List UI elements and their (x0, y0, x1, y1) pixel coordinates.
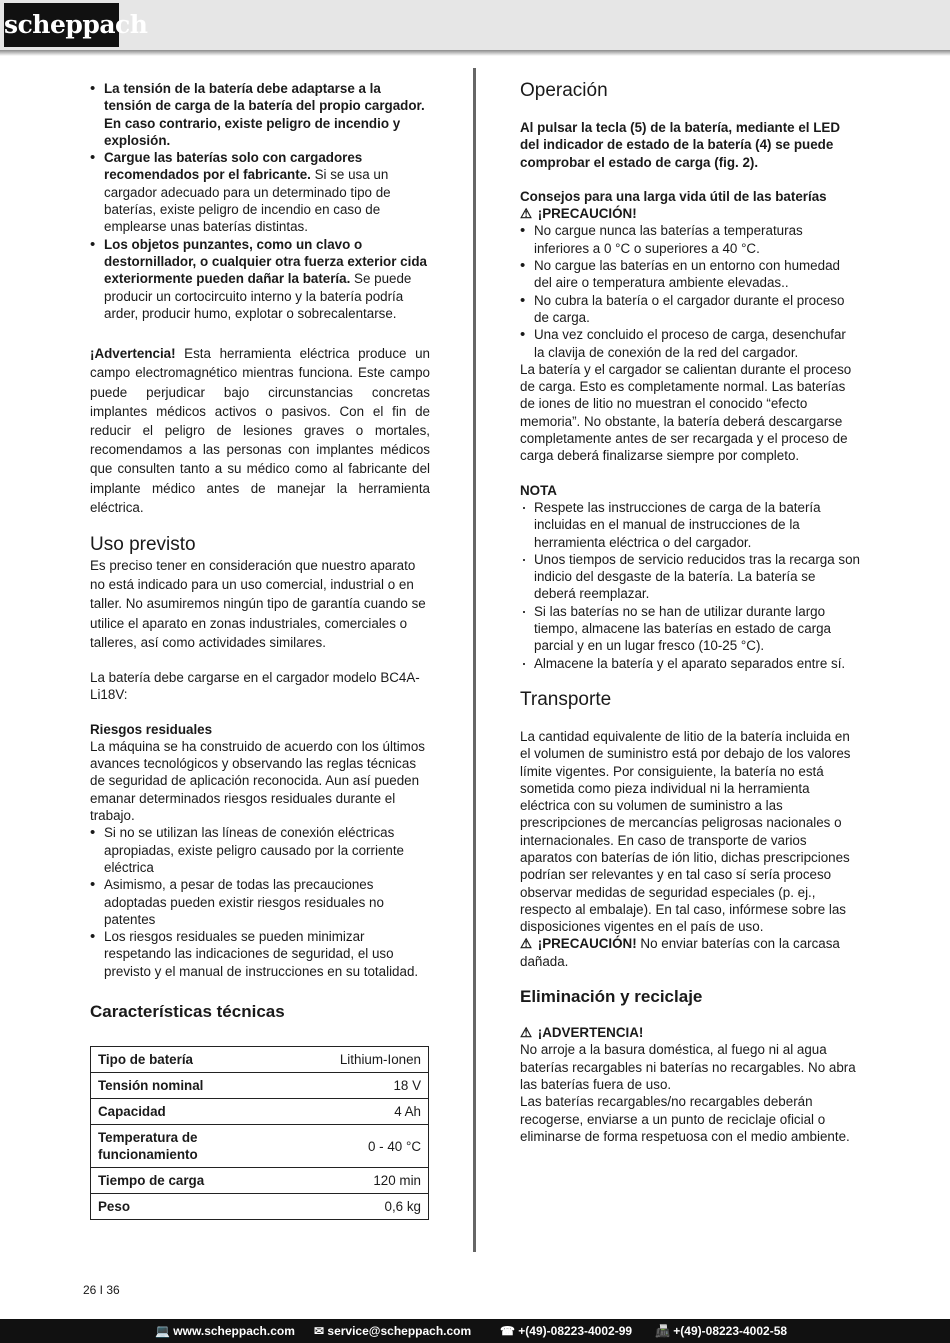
footer-phone[interactable]: ☎ +(49)-08223-4002-99 (500, 1324, 633, 1338)
residual-risks-list (90, 824, 430, 980)
right-column (520, 80, 860, 1145)
list-item: · Respete las instrucciones de carga de la batería incluidas en el manual de instrucciones de la herramienta eléctrica o del cargador. (520, 499, 860, 551)
header-shadow (0, 50, 950, 56)
tips-list (520, 222, 860, 360)
footer-web[interactable]: 💻 www.scheppach.com (155, 1324, 295, 1338)
operation-text: Al pulsar la tecla (5) de la batería, mediante el LED del indicador de estado de la batería (4) se puede comprobar el estado de carga (fig. 2). (520, 120, 840, 170)
list-item: • No cargue las baterías en un entorno con humedad del aire o temperatura ambiente elevadas.. (520, 257, 860, 292)
disposal-text-1: No arroje a la basura doméstica, al fuego ni al agua baterías recargables ni baterías no recargables. No abra las baterías fuera de uso. (520, 1042, 856, 1092)
disposal-text-2: Las baterías recargables/no recargables deberán recogerse, enviarse a un punto de reciclaje oficial o eliminarse de forma respetuosa con el medio ambiente. (520, 1094, 850, 1144)
scheppach-logo: scheppach (4, 3, 119, 47)
warning-triangle-icon: ⚠ (520, 1025, 533, 1041)
note-title: NOTA (520, 482, 557, 498)
operation-title: Operación (520, 80, 608, 101)
page-number: 26 I 36 (83, 1283, 120, 1297)
list-item: • La tensión de la batería debe adaptarse a la tensión de carga de la batería del propio cargador. En caso contrario, existe peligro de incendio y explosión. (90, 80, 430, 149)
tech-specs-table (90, 1046, 429, 1220)
list-item: • Los riesgos residuales se pueden minimizar respetando las indicaciones de seguridad, el uso previsto y el manual de instrucciones en su totalidad. (90, 928, 430, 980)
page-header (0, 0, 950, 50)
list-item: • Cargue las baterías solo con cargadores recomendados por el fabricante. Si se usa un cargador adecuado para un determinado tipo de baterías, existe peligro de incendio en caso de emplearse unas baterías distintas. (90, 149, 430, 235)
mail-icon: ✉ (314, 1324, 325, 1338)
emf-warning: ¡Advertencia! Esta herramienta eléctrica produce un campo electromagnético mientras funciona. Este campo puede perjudicar bajo circunstancias concretas implantes médicos activos o pasivos. Con el fin de reducir el peligro de lesiones graves o mortales, recomendamos a las personas con implantes médicos que consulten tanto a su médico como al fabricante del implante médico antes de manejar la herramienta eléctrica. (90, 346, 430, 515)
column-divider (473, 68, 476, 1252)
transport-text: La cantidad equivalente de litio de la batería incluida en el volumen de suministro está por debajo de los valores límite vigentes. Por consiguiente, la batería no está sometida como pieza individual ni la herramienta eléctrica con su volumen de suministro a las prescripciones de mercancías peligrosas nacionales o internacionales. En caso de transporte de varios aparatos con baterías de ión litio, dichas prescripciones podrían ser relevantes y en tal caso sí sería proceso observar medidas de seguridad especiales (p. ej., respecto al embalaje). En tal caso, infórmese sobre las disposiciones vigentes en el país de uso. (520, 728, 851, 935)
page-footer (0, 1319, 950, 1343)
list-item: • No cargue nunca las baterías a temperaturas inferiores a 0 °C o superiores a 40 °C. (520, 222, 860, 257)
tips-text: La batería y el cargador se calientan durante el proceso de carga. Esto es completamente normal. Las baterías de iones de litio no muestran el conocido “efecto memoria”. No obstante, la batería deberá descargarse completamente antes de ser recargada y el proceso de carga deberá finalizarse siempre por completo. (520, 361, 852, 464)
tech-specs-title: Características técnicas (90, 1002, 285, 1022)
table-row: Tensión nominal 18 V (91, 1073, 429, 1099)
list-item: • Los objetos punzantes, como un clavo o destornillador, o cualquier otra fuerza exterior cida exteriormente pueden dañar la batería. Se puede producir un cortocircuito interno y la batería podría arder, producir humo, explotar o sobrecalentarse. (90, 236, 430, 322)
list-item: • Si no se utilizan las líneas de conexión eléctricas apropiadas, existe peligro causado por la corriente eléctrica (90, 824, 430, 876)
list-item: · Unos tiempos de servicio reducidos tras la recarga son indicio del desgaste de la batería. La batería se deberá reemplazar. (520, 551, 860, 603)
list-item: · Almacene la batería y el aparato separados entre sí. (520, 655, 860, 672)
table-row: Capacidad 4 Ah (91, 1099, 429, 1125)
tips-caution: ⚠ ¡PRECAUCIÓN! (520, 206, 637, 222)
safety-list (90, 80, 430, 322)
transport-caution: ⚠ ¡PRECAUCIÓN! No enviar baterías con la carcasa dañada. (520, 936, 840, 969)
intended-use-text: Es preciso tener en consideración que nuestro aparato no está indicado para un uso comercial, industrial o en taller. No asumiremos ningún tipo de garantía cuando se utilice el aparato en zonas industriales, comerciales o talleres, así como actividades similares. (90, 557, 426, 650)
table-row: Peso 0,6 kg (91, 1194, 429, 1220)
residual-risks-title: Riesgos residuales (90, 721, 213, 737)
footer-fax: 📠 +(49)-08223-4002-58 (655, 1324, 788, 1338)
tips-title: Consejos para una larga vida útil de las baterías (520, 188, 827, 204)
transport-title: Transporte (520, 688, 612, 710)
phone-icon: ☎ (500, 1324, 515, 1338)
warning-triangle-icon: ⚠ (520, 206, 533, 222)
disposal-title: Eliminación y reciclaje (520, 987, 703, 1007)
list-item: • Una vez concluido el proceso de carga, desenchufar la clavija de conexión de la red del cargador. (520, 326, 860, 361)
table-row: Tipo de batería Lithium-Ionen (91, 1047, 429, 1073)
fax-icon: 📠 (655, 1324, 670, 1338)
warning-triangle-icon: ⚠ (520, 936, 533, 952)
table-row: Tiempo de carga 120 min (91, 1168, 429, 1194)
residual-risks-text: La máquina se ha construido de acuerdo con los últimos avances tecnológicos y observando las reglas técnicas de seguridad de aplicación reconocida. Aun así pueden emanar determinados riesgos residuales durante el trabajo. (90, 738, 425, 824)
charger-model-text: La batería debe cargarse en el cargador modelo BC4A-Li18V: (90, 670, 420, 703)
list-item: · Si las baterías no se han de utilizar durante largo tiempo, almacene las baterías en estado de carga parcial y en un lugar fresco (10-25 °C). (520, 603, 860, 655)
footer-email[interactable]: ✉ service@scheppach.com (314, 1324, 472, 1338)
table-row: Temperatura de funcionamiento 0 - 40 °C (91, 1125, 429, 1168)
list-item: • No cubra la batería o el cargador durante el proceso de carga. (520, 292, 860, 327)
note-list (520, 499, 860, 672)
list-item: • Asimismo, a pesar de todas las precauciones adoptadas pueden existir riesgos residuales no patentes (90, 876, 430, 928)
computer-icon: 💻 (155, 1324, 170, 1338)
left-column (90, 80, 430, 1220)
disposal-warning: ⚠ ¡ADVERTENCIA! (520, 1025, 644, 1041)
intended-use-title: Uso previsto (90, 533, 196, 555)
